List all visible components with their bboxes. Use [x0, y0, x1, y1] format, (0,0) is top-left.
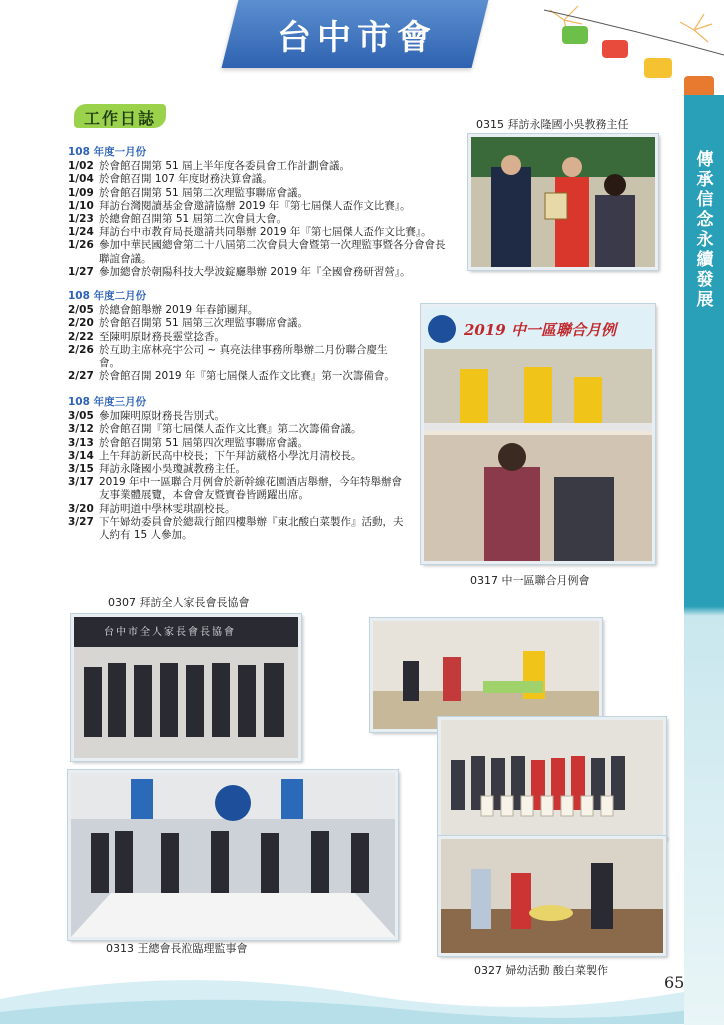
- entry-date: 3/20: [68, 502, 94, 515]
- entry-date: 3/17: [68, 476, 94, 489]
- log-entry: [68, 450, 404, 463]
- entry-text: 參加中華民國總會第二十八屆第二次會員大會暨第一次理監事暨各分會會長聯誼會議。: [99, 239, 446, 265]
- entry-text: 於會館召開第 51 屆第二次理監事聯席會議。: [99, 186, 309, 199]
- log-entry: [68, 476, 404, 502]
- entry-date: 2/26: [68, 343, 94, 356]
- entry-text: 於總會館召開第 51 屆第二次會員大會。: [99, 213, 288, 226]
- photo-caption-0327: 0327 婦幼活動 酸白菜製作: [474, 964, 608, 977]
- entry-date: 3/15: [68, 463, 94, 476]
- section-heading: [74, 104, 166, 128]
- month-block-february: [68, 290, 404, 383]
- entry-date: 3/27: [68, 515, 94, 528]
- month-title: 108 年度一月份: [68, 146, 147, 158]
- log-entry: [68, 410, 404, 423]
- entry-text: 下午婦幼委員會於總裁行館四樓舉辦『東北酸白菜製作』活動，夫人約有 15 人參加。: [99, 515, 404, 542]
- log-entry: [68, 503, 404, 516]
- log-entry: [68, 213, 448, 226]
- page-title: 台中市會: [277, 18, 437, 58]
- entry-date: 2/20: [68, 317, 94, 330]
- entry-date: 1/02: [68, 160, 94, 173]
- entry-date: 1/10: [68, 199, 94, 212]
- log-entry: [68, 239, 448, 265]
- entry-text: 參加總會於朝陽科技大學波錠廳舉辦 2019 年『全國會務研習營』。: [99, 265, 411, 278]
- photo-caption-0317: 0317 中一區聯合月例會: [470, 574, 590, 587]
- photo-0327-c: [438, 836, 666, 956]
- log-entry: [68, 187, 448, 200]
- entry-text: 拜訪台中市教育局長邀請共同舉辦 2019 年『第七屆傑人盃作文比賽』。: [99, 226, 432, 239]
- cable-car-decoration: [544, 0, 724, 110]
- photo-0307: [71, 614, 301, 761]
- log-entry: [68, 437, 404, 450]
- entry-text: 於會館召開第 51 屆上半年度各委員會工作計劃會議。: [99, 160, 351, 173]
- photo-0315: [468, 134, 658, 270]
- meeting-banner: 2019 中一區聯合月例: [464, 321, 616, 339]
- log-entry: [68, 200, 448, 213]
- photo-caption-0313: 0313 王總會長涖臨理監事會: [106, 942, 248, 955]
- log-entry: [68, 423, 404, 436]
- entry-text: 於會館召開 107 年度財務決算會議。: [99, 173, 273, 186]
- log-entry: [68, 463, 404, 476]
- log-entry: [68, 317, 404, 330]
- entry-date: 2/05: [68, 304, 94, 317]
- entry-date: 3/12: [68, 423, 94, 436]
- association-banner: 台中市全人家長會長協會: [104, 627, 236, 638]
- month-block-january: [68, 146, 448, 279]
- entry-date: 1/09: [68, 186, 94, 199]
- bottom-wave-decoration: [0, 944, 724, 1024]
- photo-0317: [421, 304, 655, 564]
- entry-text: 於會館召開第 51 屆第三次理監事聯席會議。: [99, 317, 309, 330]
- entry-text: 至陳明原財務長靈堂捻香。: [99, 330, 225, 343]
- month-title: 108 年度二月份: [68, 290, 147, 302]
- log-entry: [68, 516, 404, 542]
- entry-date: 1/24: [68, 226, 94, 239]
- entry-date: 1/26: [68, 239, 94, 252]
- entry-date: 3/13: [68, 436, 94, 449]
- entry-date: 1/04: [68, 173, 94, 186]
- section-heading-label: 工作日誌: [84, 109, 157, 128]
- side-motto: 傳承信念 永續發展: [696, 150, 714, 310]
- entry-text: 2019 年中一區聯合月例會於新幹線花園酒店舉辦，今年特舉辦會友事業體展覽，本會會友暨寶眷皆踴躍出席。: [99, 476, 403, 502]
- log-entry: [68, 344, 404, 370]
- entry-date: 2/27: [68, 370, 94, 383]
- entry-text: 參加陳明原財務長告別式。: [99, 410, 225, 423]
- month-title: 108 年度三月份: [68, 396, 147, 408]
- entry-text: 於互助主席林亮宇公司 ~ 真亮法律事務所舉辦二月份聯合慶生會。: [99, 343, 388, 370]
- log-entry: [68, 266, 448, 279]
- log-entry: [68, 160, 448, 173]
- photo-0327-b: [438, 717, 666, 839]
- page-number: 65: [664, 973, 685, 992]
- entry-text: 於會館召開 2019 年『第七屆傑人盃作文比賽』第一次籌備會。: [99, 370, 395, 383]
- entry-date: 3/14: [68, 449, 94, 462]
- log-entry: [68, 331, 404, 344]
- log-entry: [68, 370, 404, 383]
- entry-text: 於會館召開『第七屆傑人盃作文比賽』第二次籌備會議。: [99, 423, 362, 436]
- entry-date: 2/22: [68, 330, 94, 343]
- photo-0327-a: [370, 618, 602, 732]
- log-entry: [68, 173, 448, 186]
- entry-date: 1/23: [68, 213, 94, 226]
- entry-text: 於總會館舉辦 2019 年春節團拜。: [99, 304, 259, 317]
- photo-caption-0307: 0307 拜訪全人家長會長協會: [108, 596, 250, 609]
- entry-text: 於會館召開第 51 屆第四次理監事聯席會議。: [99, 436, 309, 449]
- entry-date: 1/27: [68, 265, 94, 278]
- entry-text: 拜訪台灣閱讀基金會邀請協辦 2019 年『第七屆傑人盃作文比賽』。: [99, 199, 411, 212]
- entry-date: 3/05: [68, 410, 94, 423]
- photo-caption-0315: 0315 拜訪永隆國小吳教務主任: [476, 118, 629, 131]
- month-block-march: [68, 396, 404, 542]
- entry-text: 拜訪永隆國小吳瓊誠教務主任。: [99, 463, 246, 476]
- entry-text: 拜訪明道中學林雯琪副校長。: [99, 502, 236, 515]
- entry-text: 上午拜訪新民高中校長；下午拜訪葳格小學沈月清校長。: [99, 449, 362, 462]
- log-entry: [68, 226, 448, 239]
- log-entry: [68, 304, 404, 317]
- photo-0313: [68, 770, 398, 940]
